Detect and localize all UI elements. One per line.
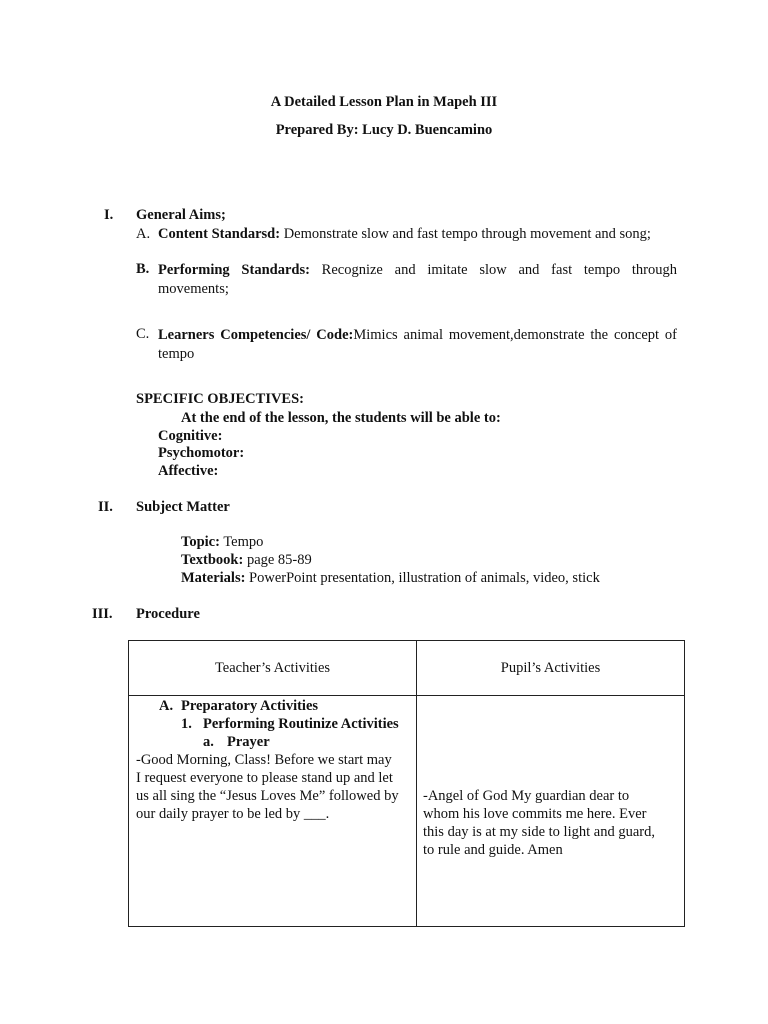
section-1-numeral: I. — [104, 207, 114, 223]
textbook-label: Textbook: — [181, 552, 244, 568]
teacher-activities-header: Teacher’s Activities — [129, 641, 417, 696]
teacher-line: -Good Morning, Class! Before we start may — [136, 752, 392, 768]
item-c-body: Mimics animal movement,demonstrate the concept of tempo — [158, 327, 678, 362]
section-3-heading: Procedure — [136, 606, 200, 622]
routine-heading: Performing Routinize Activities — [203, 716, 399, 732]
table-row — [129, 696, 685, 927]
section-2-heading: Subject Matter — [136, 499, 230, 515]
item-b-body: Recognize and imitate slow and fast tempo through movements; — [158, 262, 677, 297]
item-c-letter: C. — [136, 326, 150, 342]
textbook-line — [181, 552, 312, 569]
teacher-line: I request everyone to please stand up and let — [136, 770, 393, 786]
item-b-text — [158, 261, 677, 299]
pupil-line: this day is at my side to light and guard, — [423, 824, 655, 840]
routine-number: 1. — [181, 716, 192, 732]
prayer-letter: a. — [203, 734, 214, 750]
teacher-line: us all sing the “Jesus Loves Me” followed by — [136, 788, 399, 804]
teacher-activities-cell — [129, 696, 417, 927]
item-a-label: Content Standarsd: — [158, 226, 281, 242]
objectives-heading: SPECIFIC OBJECTIVES: — [136, 391, 304, 407]
section-3-numeral: III. — [92, 606, 113, 622]
textbook-value: page 85-89 — [243, 552, 312, 568]
teacher-line: our daily prayer to be led by ___. — [136, 806, 330, 822]
topic-value: Tempo — [219, 534, 264, 550]
materials-line — [181, 570, 600, 587]
item-a-letter: A. — [136, 226, 151, 242]
document-title: A Detailed Lesson Plan in Mapeh III — [270, 94, 498, 110]
prep-heading: Preparatory Activities — [181, 698, 319, 714]
pupil-line: to rule and guide. Amen — [423, 842, 563, 858]
item-b-label: Performing Standards: — [158, 262, 310, 278]
prayer-heading: Prayer — [227, 734, 270, 750]
pupil-activities-header: Pupil’s Activities — [417, 641, 685, 696]
section-2-numeral: II. — [98, 499, 113, 515]
objective-psychomotor: Psychomotor: — [158, 445, 245, 461]
pupil-line: whom his love commits me here. Ever — [423, 806, 647, 822]
section-1-heading: General Aims; — [136, 207, 226, 223]
topic-line — [181, 534, 263, 551]
materials-value: PowerPoint presentation, illustration of animals, video, stick — [245, 570, 600, 586]
objective-cognitive: Cognitive: — [158, 428, 223, 444]
pupil-activities-cell — [417, 696, 685, 927]
prep-letter: A. — [159, 698, 174, 714]
item-c-label: Learners Competencies/ Code: — [158, 327, 354, 343]
item-a-body: Demonstrate slow and fast tempo through movement and song; — [280, 226, 651, 242]
topic-label: Topic: — [181, 534, 220, 550]
prepared-by: Prepared By: Lucy D. Buencamino — [275, 122, 493, 138]
objectives-intro: At the end of the lesson, the students will be able to: — [181, 410, 501, 426]
table-header-row — [129, 641, 685, 696]
item-c-text — [158, 326, 677, 364]
pupil-line: -Angel of God My guardian dear to — [423, 788, 630, 804]
procedure-table — [128, 640, 685, 927]
objective-affective: Affective: — [158, 463, 219, 479]
materials-label: Materials: — [181, 570, 246, 586]
item-b-letter: B. — [136, 261, 150, 277]
item-a-text — [158, 226, 651, 243]
